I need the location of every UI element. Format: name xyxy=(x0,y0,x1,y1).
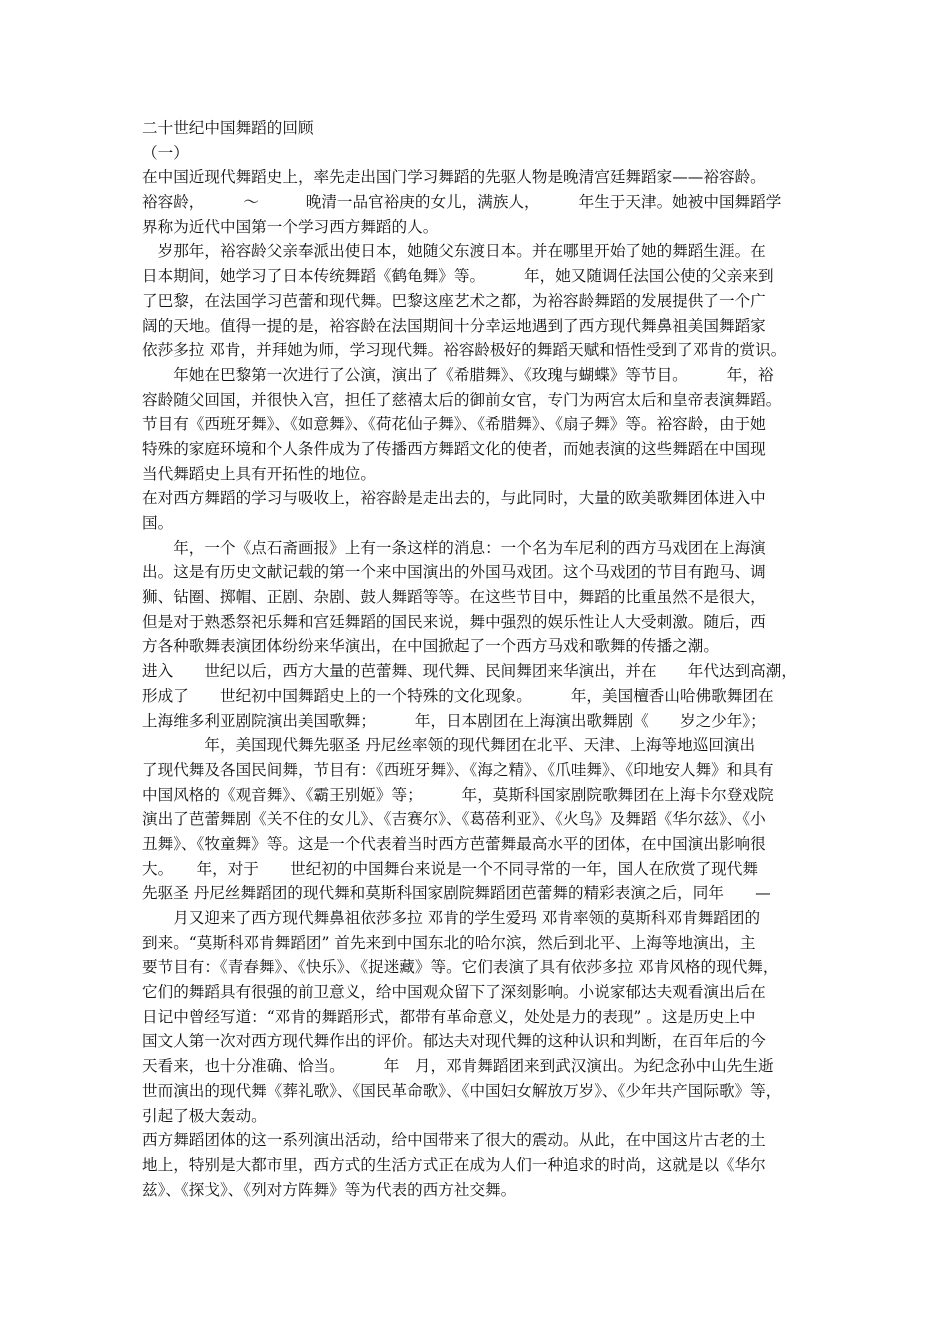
document-title: 二十世纪中国舞蹈的回顾 xyxy=(142,119,314,137)
text-line: 它们的舞蹈具有很强的前卫意义，给中国观众留下了深刻影响。小说家郁达夫观看演出后在 xyxy=(142,983,766,1002)
text-line: 丑舞》、《牧童舞》等。这是一个代表着当时西方芭蕾舞最高水平的团体，在中国演出影响很 xyxy=(142,834,766,853)
text-line: 天看来，也十分准确、恰当。 年 月，邓肯舞蹈团来到武汉演出。为纪念孙中山先生逝 xyxy=(142,1057,774,1076)
text-line: 年她在巴黎第一次进行了公演，演出了《希腊舞》、《玫瑰与蝴蝶》等节目。 年，裕 xyxy=(142,365,774,384)
text-line: 地上，特别是大都市里，西方式的生活方式正在成为人们一种追求的时尚，这就是以《华尔 xyxy=(142,1155,766,1174)
text-line: 依莎多拉 邓肯，并拜她为师，学习现代舞。裕容龄极好的舞蹈天赋和悟性受到了邓肯的赏识。 xyxy=(142,341,787,360)
text-line: 年，一个《点石斋画报》上有一条这样的消息：一个名为车尼利的西方马戏团在上海演 xyxy=(142,538,766,557)
text-line: 进入 世纪以后，西方大量的芭蕾舞、现代舞、民间舞团来华演出，并在 年代达到高潮， xyxy=(142,662,797,681)
text-line: 国。 xyxy=(142,514,174,532)
text-line: 裕容龄， ～ 晚清一品官裕庚的女儿，满族人， 年生于天津。她被中国舞蹈学 xyxy=(142,193,782,212)
text-line: 岁那年，裕容龄父亲奉派出使日本，她随父东渡日本。并在哪里开始了她的舞蹈生涯。在 xyxy=(142,242,766,261)
text-line: 月又迎来了西方现代舞鼻祖依莎多拉 邓肯的学生爱玛 邓肯率领的莫斯科邓肯舞蹈团的 xyxy=(142,909,761,927)
text-line: 形成了 世纪初中国舞蹈史上的一个特殊的文化现象。 年，美国檀香山哈佛歌舞团在 xyxy=(142,686,774,705)
document-body xyxy=(142,116,814,1202)
text-line: 了现代舞及各国民间舞，节目有：《西班牙舞》、《海之精》、《爪哇舞》、《印地安人舞》和具有 xyxy=(142,760,774,779)
text-line: 兹》、《探戈》、《列对方阵舞》等为代表的西方社交舞。 xyxy=(142,1180,517,1199)
text-line: 演出了芭蕾舞剧《关不住的女儿》、《吉赛尔》、《葛蓓利亚》、《火鸟》及舞蹈《华尔兹》、《小 xyxy=(142,810,766,829)
text-line: 上海维多利亚剧院演出美国歌舞； 年，日本剧团在上海演出歌舞剧《 岁之少年》； xyxy=(142,711,766,730)
section-heading: （一） xyxy=(142,143,189,162)
text-line: 西方舞蹈团体的这一系列演出活动，给中国带来了很大的震动。从此，在中国这片古老的土 xyxy=(142,1131,766,1150)
text-line: 但是对于熟悉祭祀乐舞和宫廷舞蹈的国民来说，舞中强烈的娱乐性让人大受刺激。随后，西 xyxy=(142,612,766,631)
text-line: 特殊的家庭环境和个人条件成为了传播西方舞蹈文化的使者，而她表演的这些舞蹈在中国现 xyxy=(142,439,766,458)
text-line: 大。 年，对于 世纪初的中国舞台来说是一个不同寻常的一年，国人在欣赏了现代舞 xyxy=(142,859,758,878)
paragraph-lines xyxy=(142,165,814,1202)
text-line: 日本期间，她学习了日本传统舞蹈《鹤龟舞》等。 年，她又随调任法国公使的父亲来到 xyxy=(142,267,774,286)
text-line: 要节目有：《青春舞》、《快乐》、《捉迷藏》等。它们表演了具有依莎多拉 邓肯风格的现代舞， xyxy=(142,958,779,977)
text-line: 容龄随父回国，并很快入宫，担任了慈禧太后的御前女官，专门为两宫太后和皇帝表演舞蹈。 xyxy=(142,390,782,409)
text-line: 出。这是有历史文献记载的第一个来中国演出的外国马戏团。这个马戏团的节目有跑马、调 xyxy=(142,563,766,582)
text-line: 先驱圣 丹尼丝舞蹈团的现代舞和莫斯科国家剧院舞蹈团芭蕾舞的精彩表演之后，同年 — xyxy=(142,884,771,903)
text-line: 方各种歌舞表演团体纷纷来华演出，在中国掀起了一个西方马戏和歌舞的传播之潮。 xyxy=(142,637,719,656)
text-line: 当代舞蹈史上具有开拓性的地位。 xyxy=(142,464,376,483)
text-line: 国文人第一次对西方现代舞作出的评价。郁达夫对现代舞的这种认识和判断，在百年后的今 xyxy=(142,1032,766,1051)
text-line: 阔的天地。值得一提的是，裕容龄在法国期间十分幸运地遇到了西方现代舞鼻祖美国舞蹈家 xyxy=(142,316,766,335)
text-line: 世而演出的现代舞《葬礼歌》、《国民革命歌》、《中国妇女解放万岁》、《少年共产国际歌》等， xyxy=(142,1081,782,1100)
text-line: 日记中曾经写道：“邓肯的舞蹈形式，都带有革命意义，处处是力的表现” 。这是历史上中 xyxy=(142,1007,756,1026)
text-line: 了巴黎，在法国学习芭蕾和现代舞。巴黎这座艺术之都，为裕容龄舞蹈的发展提供了一个广 xyxy=(142,291,766,310)
text-line: 年，美国现代舞先驱圣 丹尼丝率领的现代舞团在北平、天津、上海等地巡回演出 xyxy=(142,736,756,755)
text-line: 中国风格的《观音舞》、《霸王别姬》等； 年，莫斯科国家剧院歌舞团在上海卡尔登戏院 xyxy=(142,785,774,804)
text-line: 在对西方舞蹈的学习与吸收上，裕容龄是走出去的，与此同时，大量的欧美歌舞团体进入中 xyxy=(142,489,766,508)
text-line: 界称为近代中国第一个学习西方舞蹈的人。 xyxy=(142,217,439,236)
text-line: 在中国近现代舞蹈史上，率先走出国门学习舞蹈的先驱人物是晚清宫廷舞蹈家——裕容龄。 xyxy=(142,168,766,187)
text-line: 狮、钻圈、掷帽、正剧、杂剧、鼓人舞蹈等等。在这些节目中，舞蹈的比重虽然不是很大， xyxy=(142,588,766,607)
text-line: 引起了极大轰动。 xyxy=(142,1106,267,1125)
text-line: 节目有《西班牙舞》、《如意舞》、《荷花仙子舞》、《希腊舞》、《扇子舞》等。裕容龄，由于她 xyxy=(142,415,766,434)
text-line: 到来。“莫斯科邓肯舞蹈团” 首先来到中国东北的哈尔滨，然后到北平、上海等地演出，主 xyxy=(142,933,756,952)
